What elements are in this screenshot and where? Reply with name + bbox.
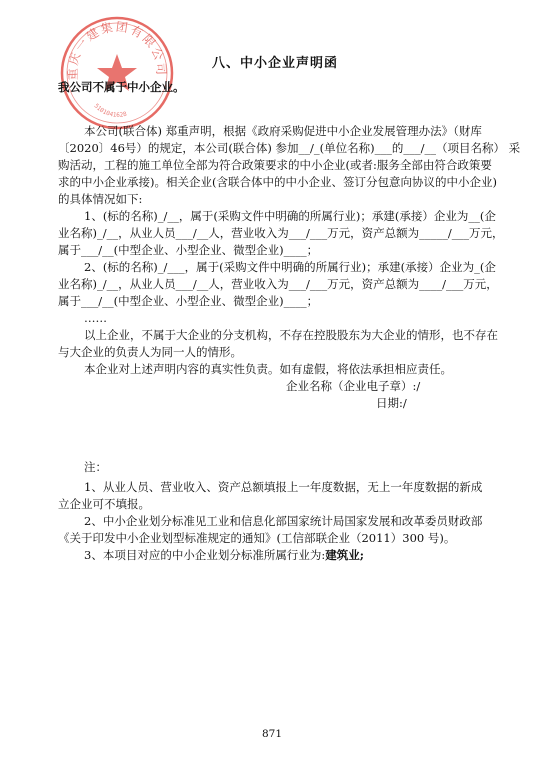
note-2-line-1: 2、中小企业划分标准见工业和信息化部国家统计局国家发展和改革委员财政部: [84, 514, 483, 528]
page-title: 八、中小企业声明函: [212, 56, 339, 71]
date-line: 日期:/: [376, 396, 407, 410]
statement-line-1: 以上企业，不属于大企业的分支机构，不存在控股股东为大企业的情形，也不存在: [84, 328, 498, 342]
item-1-line-1: 1、(标的名称)_/__，属于(采购文件中明确的所属行业)；承建(承接）企业为__(企: [84, 209, 496, 223]
notes-heading: 注：: [84, 460, 107, 474]
item-1-line-2: 业名称)_/__，从业人员___/__人，营业收入为___/___万元，资产总额为_____/___万元，: [58, 226, 504, 240]
declaration-line-5: 的具体情况如下:: [58, 192, 143, 206]
note-2-line-2: 《关于印发中小企业划型标准规定的通知》(工信部联企业（2011）300 号)。: [58, 531, 456, 545]
note-1-line-1: 1、从业人员、营业收入、资产总额填报上一年度数据，无上一年度数据的新成: [84, 480, 483, 494]
item-2-line-2: 业名称)_/__，从业人员___/__人，营业收入为___/___万元，资产总额为____/___万元，: [58, 277, 498, 291]
declaration-line-4: 求的中小企业承接)。相关企业(含联合体中的中小企业、签订分包意向协议的中小企业): [58, 175, 497, 189]
company-name-line: 企业名称（企业电子章）:/: [286, 379, 421, 393]
page-number: 871: [262, 728, 283, 740]
responsibility-line: 本企业对上述声明内容的真实性负责。如有虚假，将依法承担相应责任。: [84, 362, 452, 376]
item-2-line-1: 2、(标的名称)_/___，属于(采购文件中明确的所属行业)；承建(承接）企业为_(企: [84, 260, 496, 274]
statement-line-2: 与大企业的负责人为同一人的情形。: [58, 345, 242, 359]
declaration-line-3: 购活动，工程的施工单位全部为符合政策要求的中小企业(或者:服务全部由符合政策要: [58, 158, 492, 172]
note-3-line: [84, 548, 364, 563]
item-2-line-3: 属于___/__(中型企业、小型企业、微型企业)____；: [58, 294, 319, 308]
declaration-line-1: 本公司(联合体) 郑重声明，根据《政府采购促进中小企业发展管理办法》（财库: [84, 124, 482, 138]
svg-text:重庆一建集团有限公司: 重庆一建集团有限公司: [65, 19, 169, 81]
ellipsis: ……: [84, 311, 107, 325]
note-3-industry: 建筑业;: [325, 548, 364, 562]
note-1-line-2: 立企业可不填报。: [58, 497, 150, 511]
not-sme-statement: 我公司不属于中小企业。: [58, 80, 185, 94]
note-3-text: 3、本项目对应的中小企业划分标准所属行业为:: [84, 548, 326, 562]
item-1-line-3: 属于___/__(中型企业、小型企业、微型企业)____；: [58, 243, 319, 257]
svg-text:5101041628: 5101041628: [92, 102, 128, 119]
company-seal: [58, 14, 176, 132]
declaration-line-2: 〔2020〕46号）的规定，本公司(联合体) 参加__/_(单位名称)___的___/__（项目名称） 采: [58, 141, 521, 155]
